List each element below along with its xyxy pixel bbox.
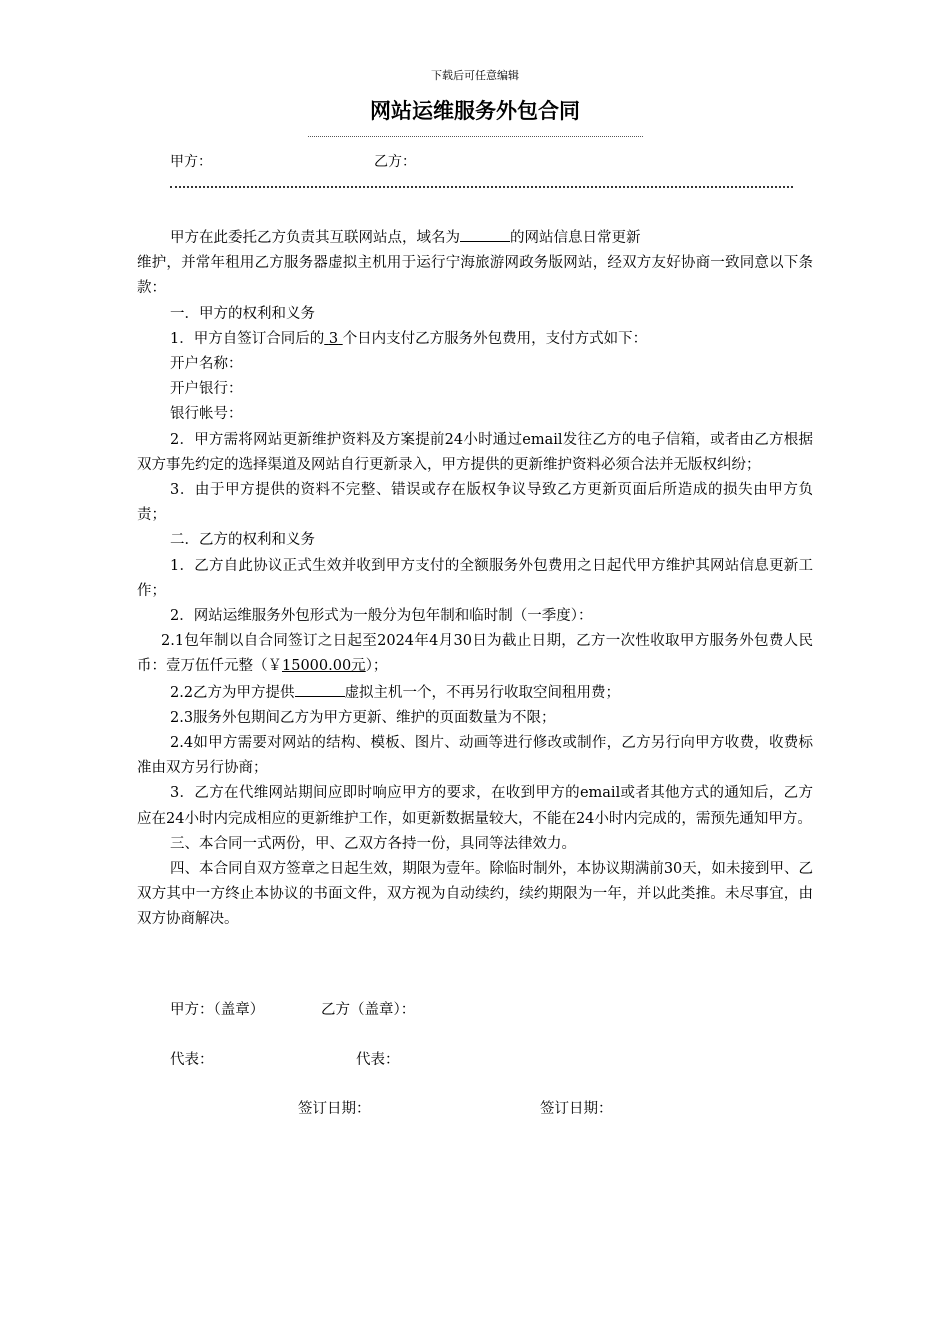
- header-note: 下载后可任意编辑: [431, 69, 519, 82]
- party-b-representative: 代表：: [356, 1052, 400, 1068]
- clause-2-2-3: 2.3服务外包期间乙方为甲方更新、维护的页面数量为不限；: [170, 709, 556, 726]
- clause-1-2: 2．甲方需将网站更新维护资料及方案提前24小时通过email发往乙方的电子信箱，或者由乙方根据双方事先约定的选择渠道及网站自行更新录入，甲方提供的更新维护资料必须合法并无版权纠纷；: [137, 431, 813, 473]
- host-blank: [295, 680, 345, 697]
- clause-1-3: 3．由于甲方提供的资料不完整、错误或存在版权争议导致乙方更新页面后所造成的损失由甲方负责；: [137, 482, 813, 524]
- fee-amount: 15000.00元: [282, 658, 366, 675]
- clause-2-2-4: 2.4如甲方需要对网站的结构、模板、图片、动画等进行修改或制作，乙方另行向甲方收费，收费标准由双方另行协商；: [137, 735, 813, 777]
- party-b-seal: 乙方（盖章）：: [321, 1002, 416, 1018]
- account-number-label: 银行帐号：: [170, 406, 243, 423]
- section-2-heading: 二．乙方的权利和义务: [170, 532, 315, 549]
- section-1-heading: 一．甲方的权利和义务: [170, 305, 315, 322]
- party-a-seal: 甲方：（盖章）: [170, 1002, 265, 1018]
- party-a-representative: 代表：: [170, 1052, 214, 1068]
- contract-body: [137, 225, 813, 933]
- intro-continuation: 维护，并常年租用乙方服务器虚拟主机用于运行宁海旅游网政务版网站，经双方友好协商一致同意以下条款：: [137, 255, 813, 297]
- party-b-label: 乙方：: [374, 154, 416, 170]
- clause-2-3: 3．乙方在代维网站期间应即时响应甲方的要求，在收到甲方的email或者其他方式的通知后，乙方应在24小时内完成相应的更新维护工作，如更新数据量较大，不能在24小时内完成的，需预先通知甲方。: [137, 785, 813, 827]
- clause-2-1: 1．乙方自此协议正式生效并收到甲方支付的全额服务外包费用之日起代甲方维护其网站信息更新工作；: [137, 557, 813, 599]
- party-b-sign-date: 签订日期：: [540, 1101, 613, 1117]
- document-title: 网站运维服务外包合同: [370, 98, 580, 123]
- section-3: 三、本合同一式两份，甲、乙双方各持一份，具同等法律效力。: [170, 835, 576, 852]
- title-divider: [308, 136, 643, 137]
- account-name-label: 开户名称：: [170, 356, 243, 373]
- intro-paragraph: 甲方在此委托乙方负责其互联网站点，域名为 的网站信息日常更新: [137, 225, 813, 251]
- party-a-label: 甲方：: [170, 154, 212, 170]
- clause-2-2-1: 2.1包年制以自合同签订之日起至2024年4月30日为截止日期，乙方一次性收取甲方服务外包费人民币：壹万伍仟元整（￥15000.00元）；: [137, 633, 813, 675]
- clause-2-2: 2．网站运维服务外包形式为一般分为包年制和临时制（一季度）：: [170, 608, 593, 625]
- clause-2-2-2: 2.2乙方为甲方提供 虚拟主机一个，不再另行收取空间租用费；: [137, 680, 813, 706]
- clause-1-1: 1．甲方自签订合同后的 3 个日内支付乙方服务外包费用，支付方式如下：: [170, 330, 648, 347]
- section-4: 四、本合同自双方签章之日起生效，期限为壹年。除临时制外，本协议期满前30天，如未接到甲、乙双方其中一方终止本协议的书面文件，双方视为自动续约，续约期限为一年，并以此类推。未尽事宜，由双方协商解决。: [137, 861, 813, 928]
- party-a-sign-date: 签订日期：: [298, 1101, 371, 1117]
- payment-days: 3: [328, 330, 339, 347]
- header-divider: [170, 186, 793, 188]
- domain-blank: [460, 225, 510, 242]
- bank-label: 开户银行：: [170, 381, 243, 398]
